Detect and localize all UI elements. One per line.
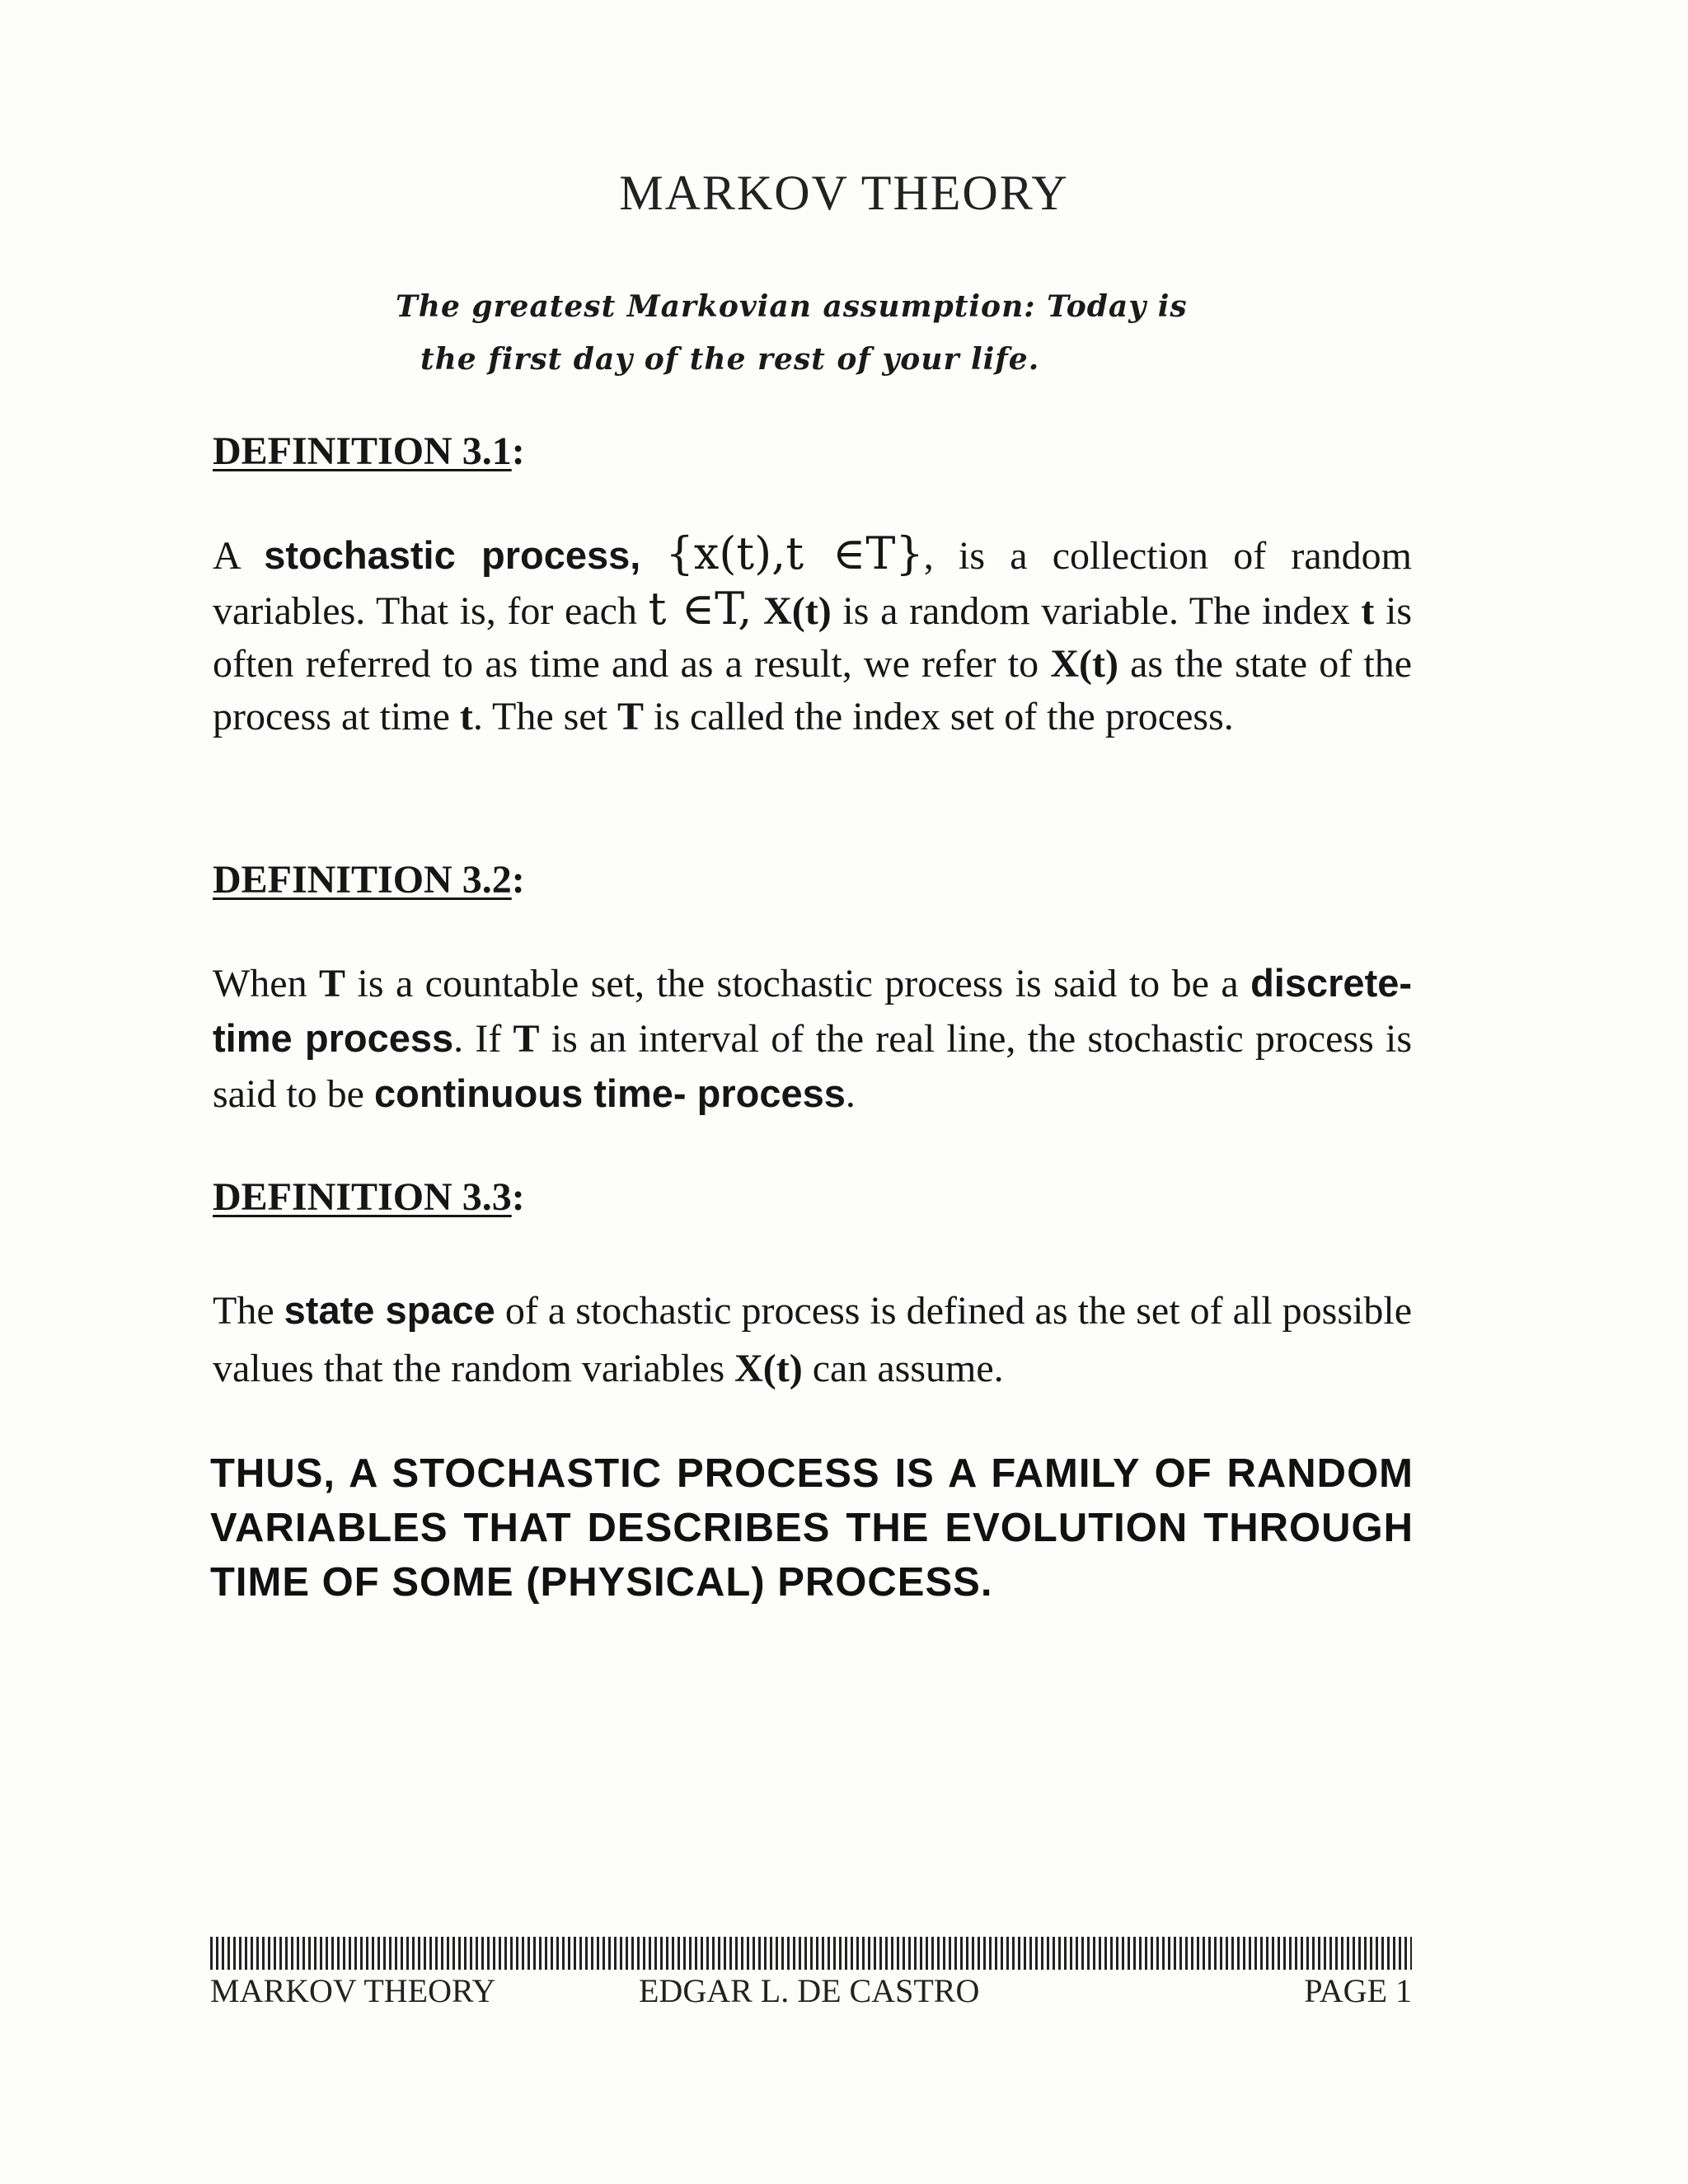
term-stochastic-process: stochastic process, <box>264 533 641 577</box>
definition-3-1-heading: DEFINITION 3.1: <box>213 429 525 473</box>
footer-title: MARKOV THEORY <box>210 1972 496 2009</box>
term-continuous-time-process: continuous time- process <box>373 1071 846 1115</box>
epigraph-line-1: The greatest Markovian assumption: Today is <box>396 289 1188 324</box>
set-notation: {x(t),t ∈T} <box>665 527 924 579</box>
term-state-space: state space <box>284 1288 495 1332</box>
page-title: MARKOV THEORY <box>619 166 1069 220</box>
footer-author: EDGAR L. DE CASTRO <box>639 1972 980 2009</box>
epigraph <box>396 280 1220 386</box>
footer-page-number: PAGE 1 <box>1304 1972 1412 2009</box>
conclusion-statement: THUS, A STOCHASTIC PROCESS IS A FAMILY OF RANDOM VARIABLES THAT DESCRIBES THE EVOLUTION THROUGH TIME OF SOME (PHYSICAL) PROCESS. <box>210 1451 1414 1605</box>
definition-3-2-heading: DEFINITION 3.2: <box>213 858 525 902</box>
definition-3-3-text: The state space of a stochastic process is defined as the set of all possible values that the random variables X(t) can assume. <box>213 1288 1413 1390</box>
definition-3-3-heading: DEFINITION 3.3: <box>213 1175 525 1219</box>
epigraph-line-2: the first day of the rest of your life. <box>420 342 1040 377</box>
term-discrete-time-process: discrete-time process <box>213 961 1413 1060</box>
definition-3-1-text: A stochastic process, {x(t),t ∈T}, is a collection of random variables. That is, for each t ∈T, X(t) is a random variable. The index t is often referred to as time and as a result, we refer to X(t) as the state of the process at time t. The set T is called the index set of the process. <box>213 527 1413 738</box>
footer-barcode-rule <box>210 1937 1412 1970</box>
page-footer <box>210 1971 1412 2013</box>
definition-3-2-text: When T is a countable set, the stochastic process is said to be a discrete-time process. If T is an interval of the real line, the stochastic process is said to be continuous time- process. <box>213 961 1413 1116</box>
definition-heading-text: DEFINITION 3.3 <box>213 1175 512 1219</box>
definition-heading-text: DEFINITION 3.2 <box>213 858 512 902</box>
definition-heading-text: DEFINITION 3.1 <box>213 429 512 473</box>
